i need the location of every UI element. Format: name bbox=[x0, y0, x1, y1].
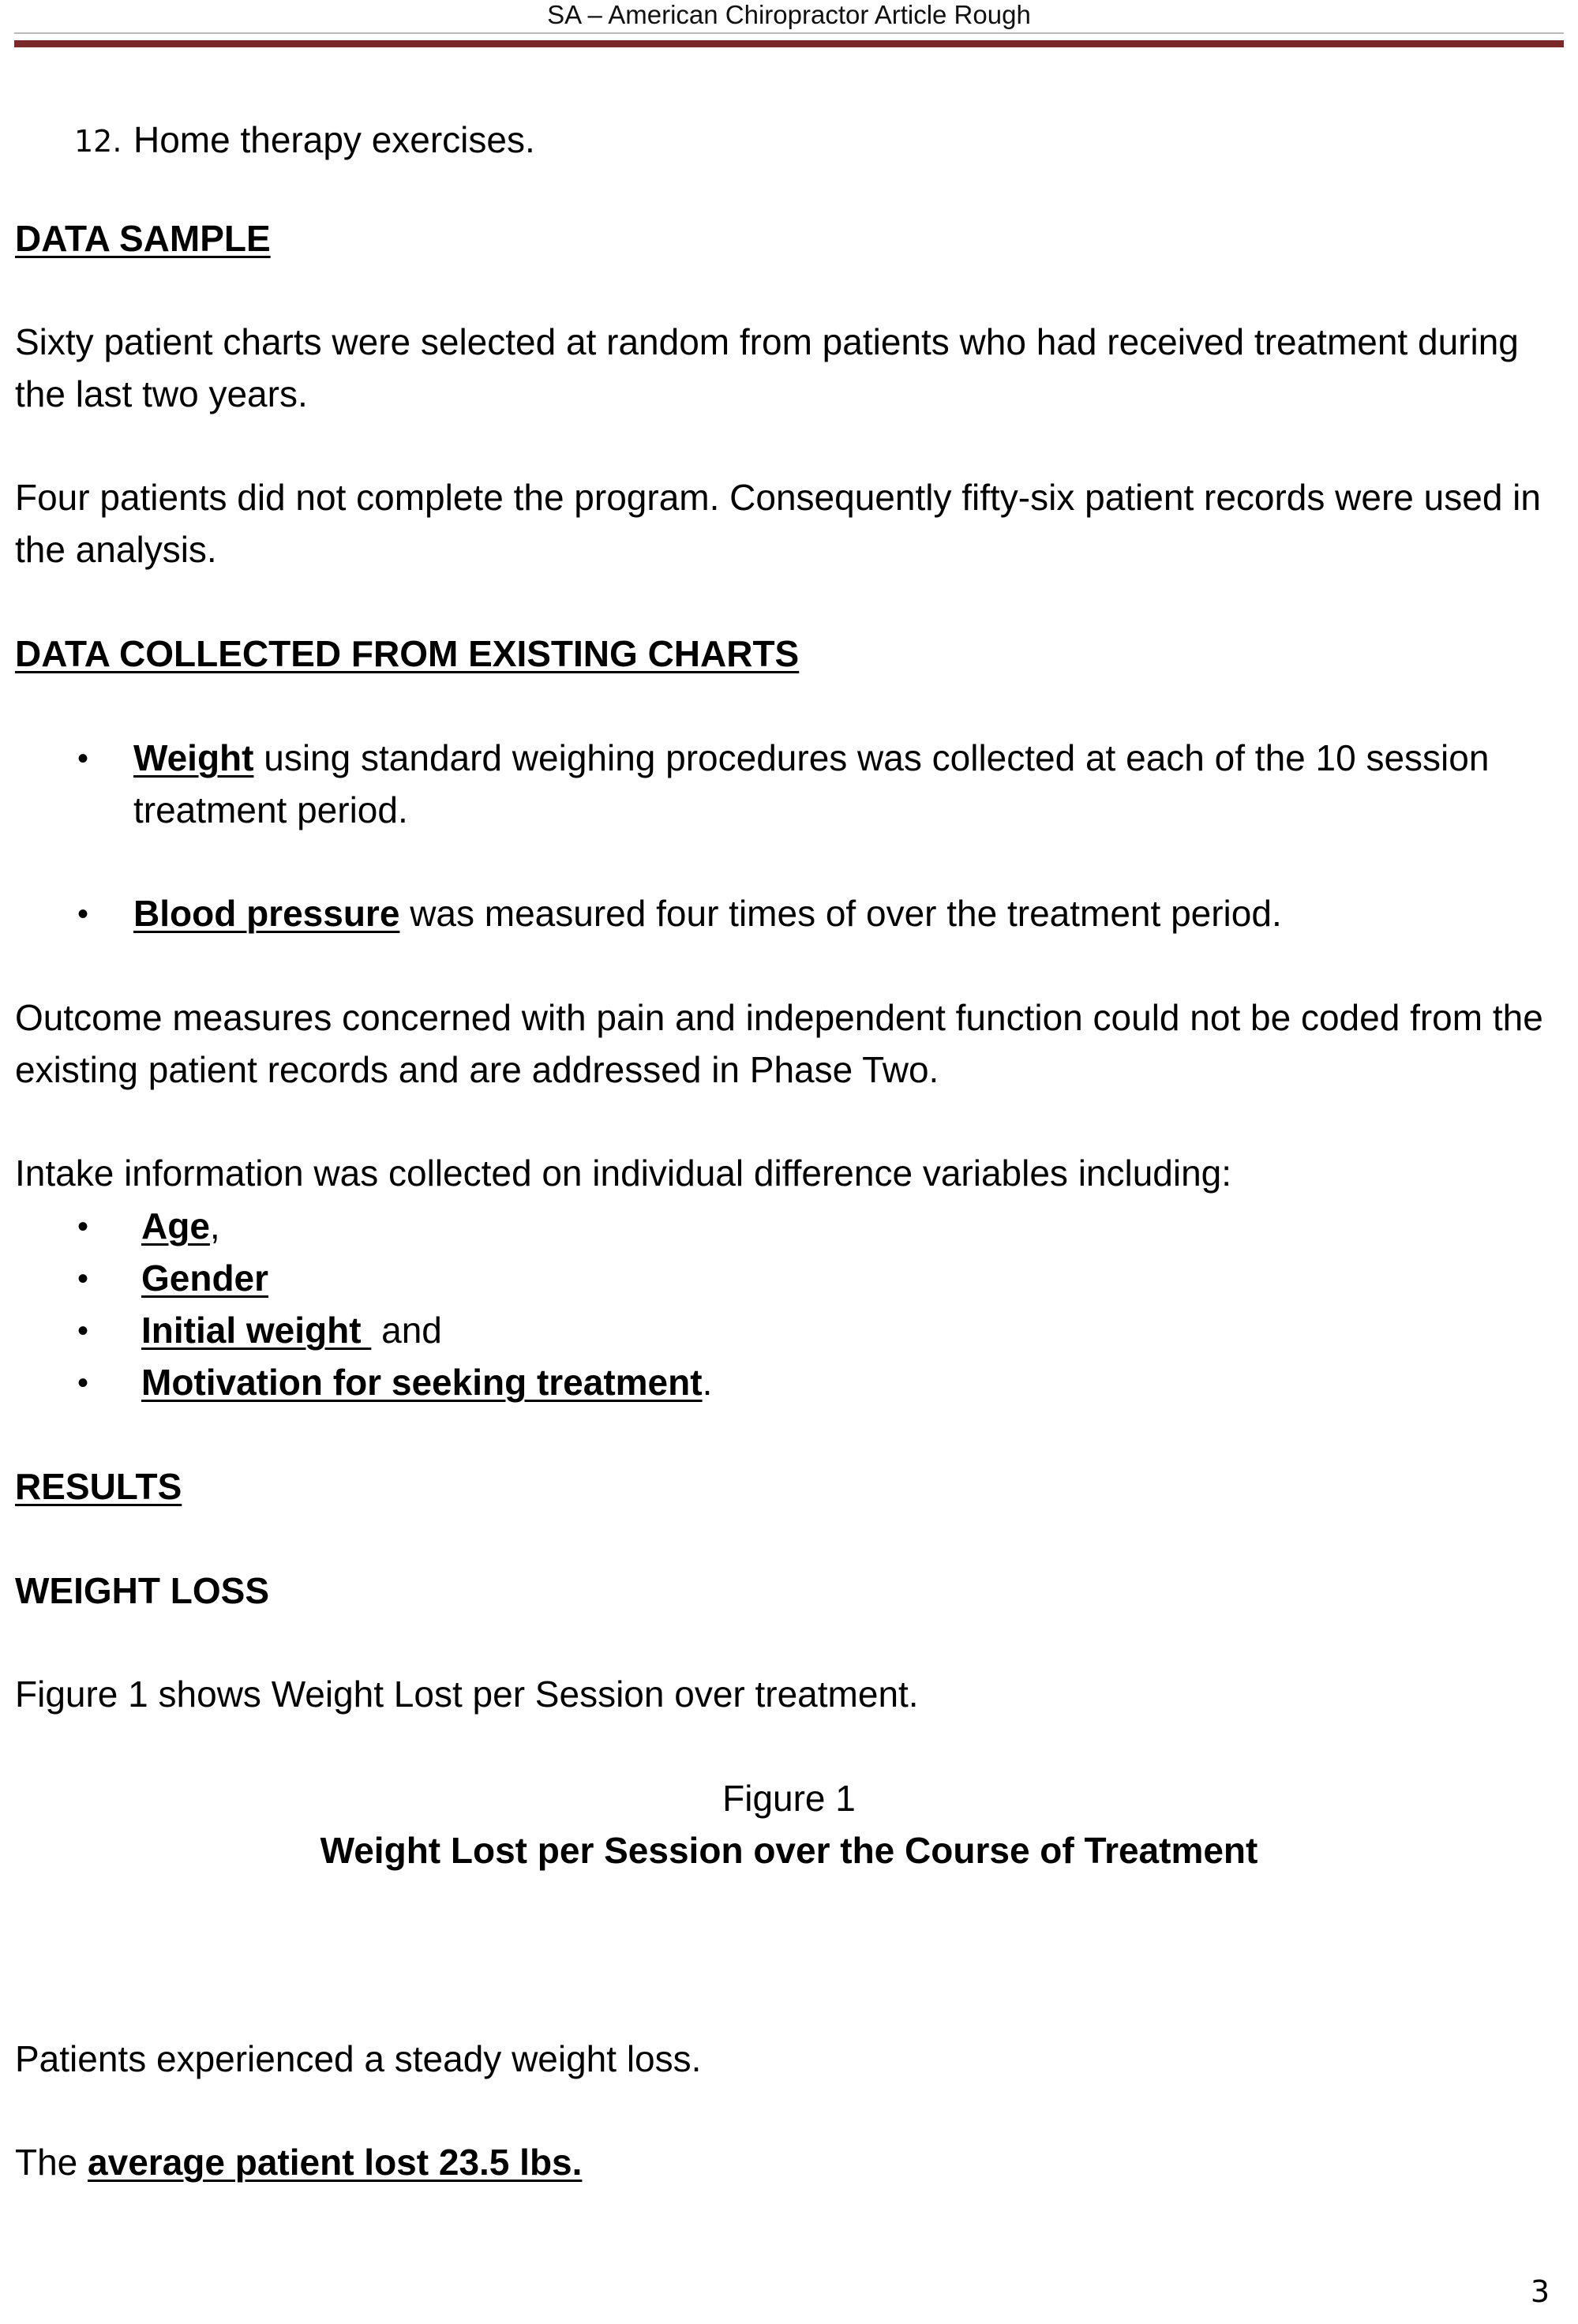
paragraph-line: Sixty patient charts were selected at random from patients who had received treatment during bbox=[15, 321, 1519, 362]
paragraph-line: existing patient records and are addressed in Phase Two. bbox=[15, 1049, 939, 1090]
intake-item-gender bbox=[141, 1252, 268, 1304]
bullet-text: was measured four times of over the treatment period. bbox=[399, 893, 1282, 934]
intake-label: Age bbox=[141, 1205, 210, 1246]
paragraph-line: Outcome measures concerned with pain and independent function could not be coded from the bbox=[15, 997, 1543, 1038]
bullet-item-blood-pressure bbox=[133, 887, 1282, 939]
intake-item-motivation bbox=[141, 1356, 712, 1408]
intake-suffix: , bbox=[209, 1205, 220, 1246]
header-rule-thin bbox=[14, 32, 1564, 34]
paragraph-line: the last two years. bbox=[15, 373, 308, 414]
intake-item-initial-weight bbox=[141, 1304, 442, 1356]
bullet: • bbox=[77, 897, 89, 931]
running-header: SA – American Chiropractor Article Rough bbox=[547, 0, 1031, 29]
bullet-label: Blood pressure bbox=[133, 893, 400, 934]
bullet: • bbox=[77, 1366, 89, 1400]
list-number: 12. bbox=[74, 124, 122, 159]
average-loss-sentence bbox=[15, 2136, 582, 2188]
paragraph-line: the analysis. bbox=[15, 529, 217, 570]
section-heading-data-collected: DATA COLLECTED FROM EXISTING CHARTS bbox=[15, 633, 800, 674]
bullet: • bbox=[77, 1314, 89, 1348]
paragraph-line: Figure 1 shows Weight Lost per Session over treatment. bbox=[15, 1674, 919, 1715]
bullet: • bbox=[77, 741, 89, 776]
paragraph-line: Intake information was collected on individual difference variables including: bbox=[15, 1153, 1232, 1194]
intake-label: Gender bbox=[141, 1258, 269, 1299]
intake-item-age bbox=[141, 1200, 220, 1252]
figure-title: Weight Lost per Session over the Course of Treatment bbox=[320, 1830, 1258, 1871]
paragraph-line: Patients experienced a steady weight loss. bbox=[15, 2038, 702, 2079]
paragraph-line: Four patients did not complete the program. Consequently fifty-six patient records were used in bbox=[15, 477, 1541, 518]
bullet: • bbox=[77, 1209, 89, 1244]
average-prefix: The bbox=[15, 2142, 88, 2183]
bullet-text: using standard weighing procedures was collected at each of the 10 session bbox=[253, 737, 1490, 778]
section-heading-results: RESULTS bbox=[15, 1466, 182, 1507]
intake-suffix: . bbox=[702, 1362, 713, 1403]
intake-label: Motivation for seeking treatment bbox=[141, 1362, 703, 1403]
average-emphasis: average patient lost 23.5 lbs. bbox=[88, 2142, 583, 2183]
section-heading-data-sample: DATA SAMPLE bbox=[15, 218, 271, 259]
subheading-weight-loss: WEIGHT LOSS bbox=[15, 1570, 269, 1611]
bullet: • bbox=[77, 1261, 89, 1296]
figure-label: Figure 1 bbox=[722, 1778, 856, 1819]
list-item-text: Home therapy exercises. bbox=[133, 119, 535, 160]
page-number: 3 bbox=[1530, 2274, 1550, 2309]
bullet-item-weight bbox=[133, 732, 1489, 784]
intake-suffix: and bbox=[371, 1310, 442, 1351]
intake-label: Initial weight bbox=[141, 1310, 372, 1351]
bullet-label: Weight bbox=[133, 737, 254, 778]
header-rule bbox=[14, 40, 1564, 47]
bullet-text-continued: treatment period. bbox=[133, 789, 408, 830]
